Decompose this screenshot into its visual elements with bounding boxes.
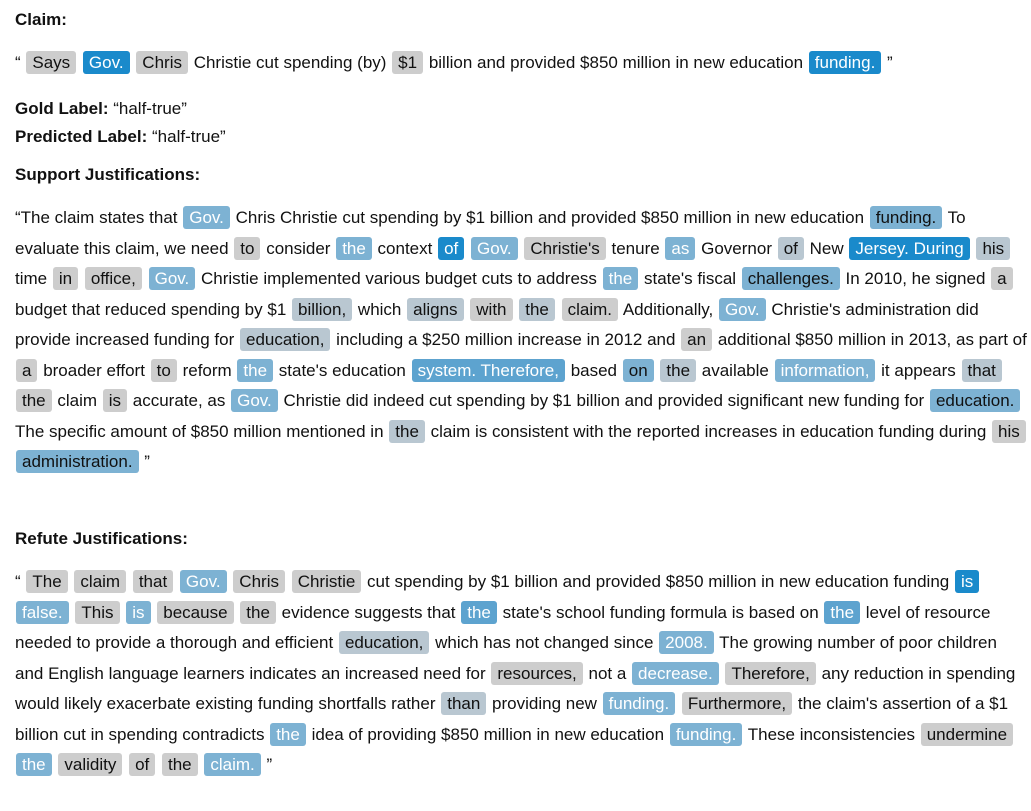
highlighted-token: the [519,298,555,321]
highlighted-token: administration. [16,450,139,473]
highlighted-token: $1 [392,51,423,74]
highlighted-token: the [270,723,306,746]
highlighted-token: the [389,420,425,443]
highlighted-token: system. Therefore, [412,359,565,382]
highlighted-token: Says [26,51,76,74]
highlighted-token: This [75,601,119,624]
highlighted-token: Jersey. During [849,237,969,260]
highlighted-token: to [234,237,260,260]
highlighted-token: in [53,267,78,290]
highlighted-token: his [992,420,1026,443]
highlighted-token: Christie's [524,237,605,260]
highlighted-token: Gov. [183,206,230,229]
highlighted-token: funding. [670,723,743,746]
highlighted-token: claim [74,570,126,593]
highlighted-token: office, [85,267,142,290]
highlighted-token: Gov. [719,298,766,321]
highlighted-token: is [955,570,979,593]
highlighted-token: decrease. [632,662,719,685]
highlighted-token: because [157,601,233,624]
highlighted-token: Christie [292,570,362,593]
highlighted-token: the [16,753,52,776]
highlighted-token: Chris [136,51,188,74]
highlighted-token: Gov. [180,570,227,593]
highlighted-token: an [681,328,712,351]
highlighted-token: Chris [233,570,285,593]
highlighted-token: the [603,267,639,290]
highlighted-token: undermine [921,723,1013,746]
highlighted-token: education, [339,631,429,654]
highlighted-token: The [26,570,67,593]
highlighted-token: challenges. [742,267,840,290]
gold-label-key: Gold Label: [15,99,109,118]
predicted-label-value: “half-true” [152,127,226,146]
highlighted-token: claim. [562,298,618,321]
highlighted-token: information, [775,359,876,382]
highlighted-token: than [441,692,486,715]
highlighted-token: with [470,298,512,321]
highlighted-token: aligns [407,298,463,321]
predicted-label-key: Predicted Label: [15,127,148,146]
highlighted-token: that [962,359,1002,382]
highlighted-token: 2008. [659,631,714,654]
support-justification-text: “The claim states that Gov. Chris Christie cut spending by $1 billion and provided $850 million in new education funding. To evaluate this claim, we need to consider the context of Gov. Christie's tenure as Governor of New Jersey. During his time in office, Gov. Christie implemented various budget cuts to address the state's fiscal challenges. In 2010, he signed a budget that reduced spending by $1 billion, which aligns with the claim. Additionally, Gov. Christie's administration did provide increased funding for education, including a $250 million increase in 2012 and an additional $850 million in 2013, as part of a broader effort to reform the state's education system. Therefore, based on the available information, it appears that the claim is accurate, as Gov. Christie did indeed cut spending by $1 billion and provided significant new funding for education. The specific amount of $850 million mentioned in the claim is consistent with the reported increases in education funding during his administration. ” [15,208,1027,471]
highlighted-token: billion, [292,298,352,321]
highlighted-token: Gov. [149,267,196,290]
highlighted-token: the [162,753,198,776]
highlighted-token: the [336,237,372,260]
claim-heading: Claim: [15,10,67,29]
highlighted-token: funding. [603,692,676,715]
highlighted-token: of [438,237,464,260]
highlighted-token: funding. [870,206,943,229]
highlighted-token: Gov. [83,51,130,74]
highlighted-token: funding. [809,51,882,74]
highlighted-token: of [129,753,155,776]
highlighted-token: resources, [491,662,582,685]
highlighted-token: the [461,601,497,624]
highlighted-token: as [665,237,695,260]
highlighted-token: the [16,389,52,412]
highlighted-token: Therefore, [725,662,815,685]
highlighted-token: is [126,601,150,624]
highlighted-token: to [151,359,177,382]
highlighted-token: education. [930,389,1020,412]
refute-justification-text: “ The claim that Gov. Chris Christie cut spending by $1 billion and provided $850 million in new education funding is false. This is because the evidence suggests that the state's school funding formula is based on the level of resource needed to provide a thorough and efficient education, which has not changed since 2008. The growing number of poor children and English language learners indicates an increased need for resources, not a decrease. Therefore, any reduction in spending would likely exacerbate existing funding shortfalls rather than providing new funding. Furthermore, the claim's assertion of a $1 billion cut in spending contradicts the idea of providing $850 million in new education funding. These inconsistencies undermine the validity of the claim. ” [15,572,1016,774]
support-heading: Support Justifications: [15,165,201,184]
highlighted-token: on [623,359,654,382]
gold-label [15,95,226,123]
highlighted-token: is [103,389,127,412]
highlighted-token: claim. [204,753,260,776]
highlighted-token: Furthermore, [682,692,792,715]
highlighted-token: Gov. [471,237,518,260]
claim-text: “ Says Gov. Chris Christie cut spending (by) $1 billion and provided $850 million in new education funding. ” [15,53,893,72]
highlighted-token: Gov. [231,389,278,412]
highlighted-token: his [976,237,1010,260]
highlighted-token: the [824,601,860,624]
refute-heading: Refute Justifications: [15,529,188,548]
highlighted-token: validity [58,753,122,776]
highlighted-token: of [778,237,804,260]
highlighted-token: a [16,359,37,382]
highlighted-token: the [240,601,276,624]
highlighted-token: that [133,570,173,593]
highlighted-token: a [991,267,1012,290]
gold-label-value: “half-true” [113,99,187,118]
labels-block [15,95,226,151]
highlighted-token: false. [16,601,69,624]
predicted-label [15,123,226,151]
highlighted-token: the [237,359,273,382]
highlighted-token: the [660,359,696,382]
highlighted-token: education, [240,328,330,351]
